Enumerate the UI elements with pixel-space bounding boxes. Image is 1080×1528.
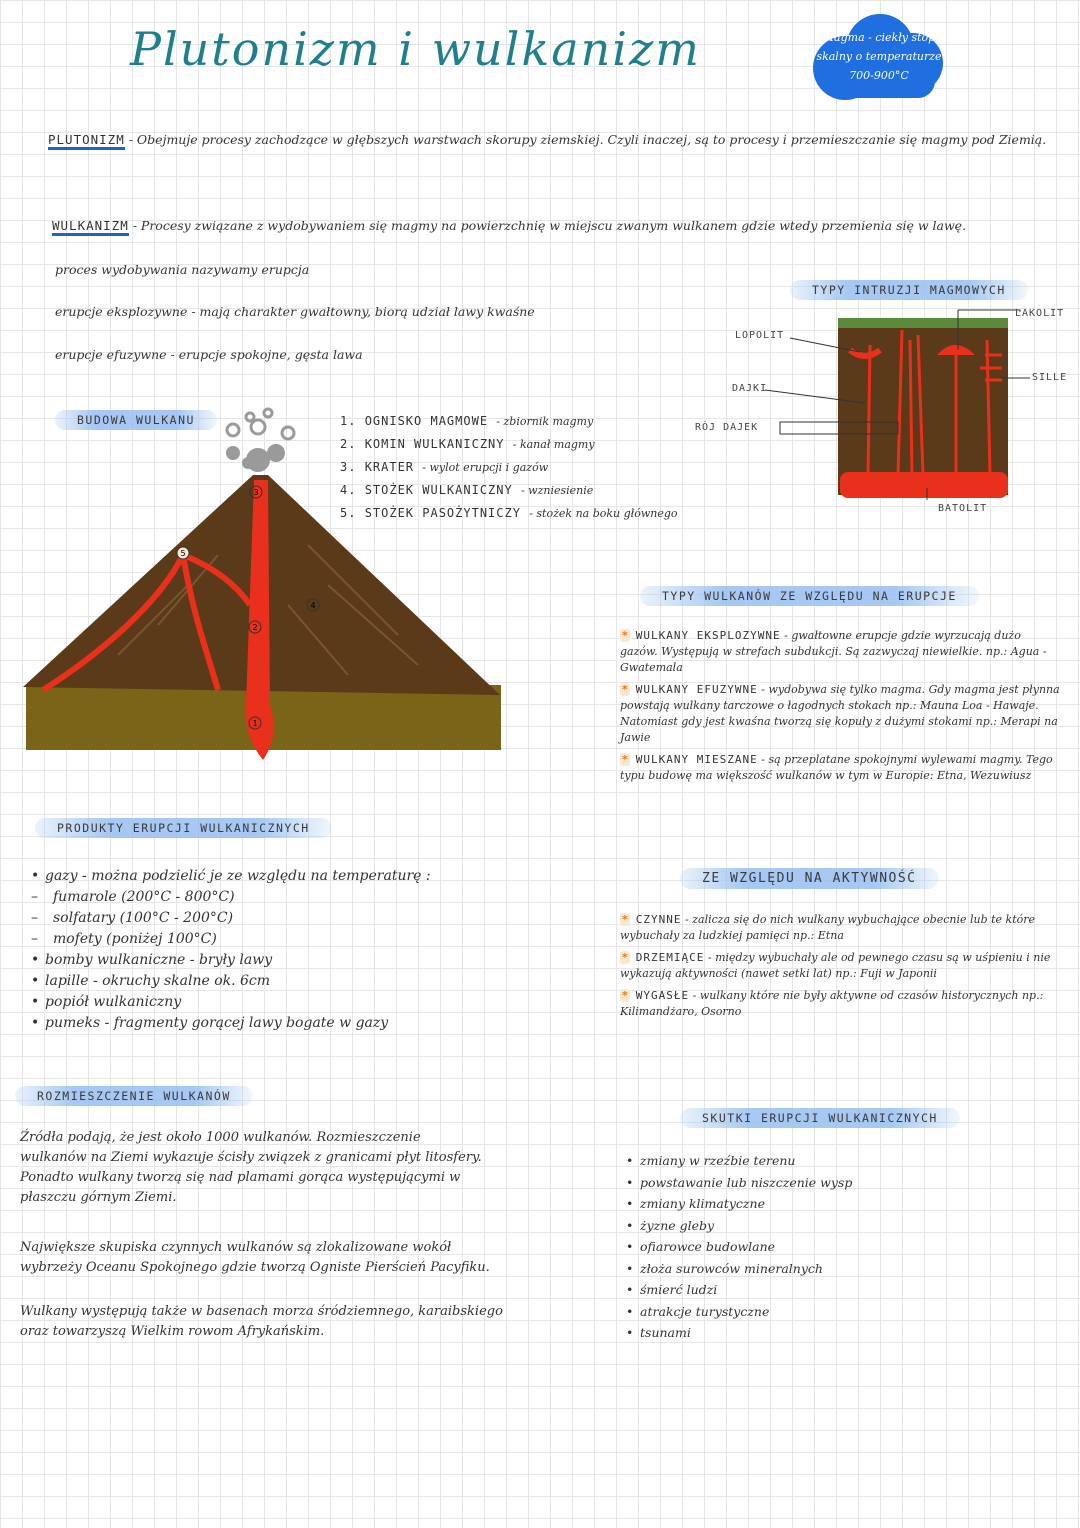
batolit-shape [840, 472, 1008, 498]
asterisk-icon: * [622, 913, 628, 926]
volcano-part: 2. KOMIN WULKANICZNY - kanał magmy [340, 437, 595, 451]
asterisk-icon: * [622, 989, 628, 1002]
page-title: Plutonizm i wulkanizm [130, 22, 701, 76]
batolit-label: BATOLIT [938, 503, 988, 514]
volcano-part: 3. KRATER - wylot erupcji i gazów [340, 460, 549, 474]
eruption-type-item: * WULKANY EFUZYWNE - wydobywa się tylko magma. Gdy magma jest płynna powstają wulkany tarczowe o łagodnych stokach np.: Mauna Loa - Hawaje. Natomiast gdy jest kwaśna tworzą się kopuły z dużymi stokami np.: Merapi na Jawie [620, 683, 1060, 744]
distribution-paragraph-1: Źródła podają, że jest około 1000 wulkanów. Rozmieszczenie wulkanów na Ziemi wykazuje ścisły związek z granicami płyt litosfery. Ponadto wulkany tworzą się nad plamami gorąca występującymi w płaszczu górnym Ziemi. [20, 1130, 482, 1205]
eruption-process-text: proces wydobywania nazywamy erupcja [55, 262, 310, 277]
gas-type-item: – solfatary (100°C - 200°C) [31, 910, 234, 926]
products-header: PRODUKTY ERUPCJI WULKANICZNYCH [35, 818, 332, 838]
eruption-type-item: * WULKANY EKSPLOZYWNE - gwałtowne erupcje gdzie wyrzucają dużo gazów. Występują w strefach subdukcji. Są zazwyczaj niewielkie. np.: Agua - Gwatemala [620, 629, 1047, 674]
effect-item: • śmierć ludzi [626, 1282, 718, 1297]
asterisk-icon: * [622, 683, 628, 696]
explosive-eruption-text: erupcje eksplozywne - mają charakter gwałtowny, biorą udział lawy kwaśne [55, 304, 535, 319]
plutonizm-term: PLUTONIZM [48, 132, 125, 150]
gases-item: • gazy - można podzielić je ze względu na temperaturę : [31, 868, 431, 884]
product-item: • bomby wulkaniczne - bryły lawy [31, 952, 273, 968]
marker-3: 3 [253, 488, 259, 497]
wulkanizm-term: WULKANIZM [52, 218, 129, 236]
plutonizm-definition [48, 130, 1048, 150]
asterisk-icon: * [622, 629, 628, 642]
eruption-type-item: * WULKANY MIESZANE - są przeplatane spokojnymi wylewami magmy. Tego typu budowę ma większość wulkanów w tym w Europie: Etna, Wezuwiusz [620, 753, 1053, 782]
activity-item: * WYGASŁE - wulkany które nie były aktywne od czasów historycznych np.: Kilimandżaro, Osorno [620, 989, 1044, 1018]
marker-5: 5 [180, 549, 186, 558]
volcano-part: 5. STOŻEK PASOŻYTNICZY - stożek na boku głównego [340, 506, 678, 520]
distribution-paragraph-2: Największe skupiska czynnych wulkanów są zlokalizowane wokół wybrzeży Oceanu Spokojnego gdzie tworzą Ogniste Pierścień Pacyfiku. [20, 1240, 490, 1275]
effect-item: • zmiany w rzeźbie terenu [626, 1153, 796, 1168]
eruption-types-list [620, 628, 1060, 784]
distribution-paragraph-3: Wulkany występują także w basenach morza śródziemnego, karaibskiego oraz towarzyszą Wielkim rowom Afrykańskim. [20, 1304, 503, 1339]
distribution-header: ROZMIESZCZENIE WULKANÓW [15, 1086, 253, 1106]
marker-4: 4 [310, 601, 316, 610]
effusive-eruption-text: erupcje efuzywne - erupcje spokojne, gęsta lawa [55, 347, 363, 362]
lakolit-label: LAKOLIT [1015, 308, 1065, 319]
activity-list [620, 912, 1060, 1020]
activity-header: ZE WZGLĘDU NA AKTYWNOŚĆ [680, 868, 939, 889]
wulkanizm-text: - Procesy związane z wydobywaniem się magmy na powierzchnię w miejscu zwanym wulkanem gdzie wtedy przemienia się w lawę. [132, 218, 967, 233]
plutonizm-text: - Obejmuje procesy zachodzące w głębszych warstwach skorupy ziemskiej. Czyli inaczej, są to procesy i przemieszczanie się magmy pod Ziemią. [128, 132, 1047, 147]
effect-item: • zmiany klimatyczne [626, 1196, 765, 1211]
dajki-label: DAJKI [732, 383, 768, 394]
gas-type-item: – fumarole (200°C - 800°C) [31, 889, 235, 905]
volcano-part: 4. STOŻEK WULKANICZNY - wzniesienie [340, 483, 594, 497]
marker-1: 1 [252, 719, 258, 728]
asterisk-icon: * [622, 951, 628, 964]
effect-item: • atrakcje turystyczne [626, 1303, 770, 1319]
activity-item: * CZYNNE - zalicza się do nich wulkany wybuchające obecnie lub te które wybuchały za ludzkiej pamięci np.: Etna [620, 913, 1036, 942]
effect-item: • złoża surowców mineralnych [626, 1260, 823, 1276]
sill-label: SILLE [1032, 372, 1068, 383]
wulkanizm-definition [52, 216, 1052, 236]
effect-item: • powstawanie lub niszczenie wysp [626, 1174, 853, 1190]
cloud-note: Magma - ciekły stop skalny o temperaturze 700-900°C [816, 31, 942, 82]
volcano-structure-header: BUDOWA WULKANU [55, 410, 217, 430]
asterisk-icon: * [622, 753, 628, 766]
lopolit-label: LOPOLIT [735, 330, 785, 341]
volcano-part: 1. OGNISKO MAGMOWE - zbiornik magmy [340, 414, 594, 428]
volcano-illustration [18, 405, 508, 770]
activity-item: * DRZEMIĄCE - między wybuchały ale od pewnego czasu są w uśpieniu i nie wykazują aktywności (nawet setki lat) np.: Fuji w Japonii [620, 951, 1051, 980]
effects-header: SKUTKI ERUPCJI WULKANICZNYCH [680, 1108, 960, 1128]
products-list [31, 866, 525, 1034]
product-item: • popiół wulkaniczny [31, 994, 182, 1010]
effect-item: • ofiarowce budowlane [626, 1239, 776, 1254]
product-item: • lapille - okruchy skalne ok. 6cm [31, 973, 271, 989]
marker-2: 2 [252, 623, 258, 632]
gas-type-item: – mofety (poniżej 100°C) [31, 931, 217, 947]
effects-list [626, 1150, 1040, 1344]
product-item: • pumeks - fragmenty gorącej lawy bogate w gazy [31, 1015, 389, 1031]
roj-dajek-label: RÓJ DAJEK [695, 422, 759, 433]
gas-clouds [227, 409, 294, 439]
eruption-types-header: TYPY WULKANÓW ZE WZGLĘDU NA ERUPCJE [640, 586, 979, 606]
effect-item: • żyzne gleby [626, 1217, 715, 1233]
effect-item: • tsunami [626, 1325, 691, 1340]
intrusion-types-header: TYPY INTRUZJI MAGMOWYCH [790, 280, 1028, 300]
